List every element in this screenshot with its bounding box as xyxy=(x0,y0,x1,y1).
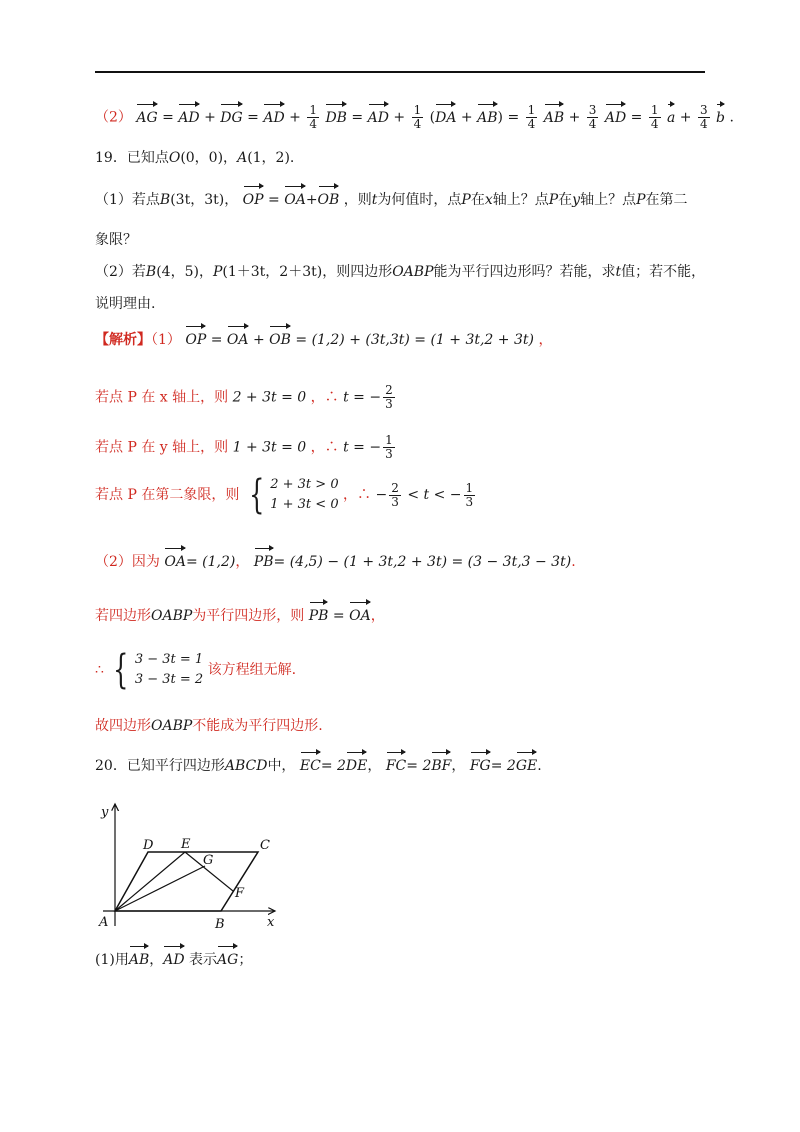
vec-AD: AD xyxy=(178,109,200,126)
frac-3-4-a: $\frac{3}{4}$ xyxy=(588,103,597,131)
label-y-axis: y xyxy=(101,805,109,820)
frac-3-4-b: $\frac{3}{4}$ xyxy=(699,103,708,131)
vec-AG: AG xyxy=(136,109,158,126)
q19-part1-cont: 象限？ xyxy=(95,232,137,248)
prev-part2-line: （2） AG = AD + DG = AD + $\frac{1}{4}$ DB = AD + $\frac{1}{4}$ (DA + AB) = $\frac{1}{4}$ AB + $\frac{3}{4}$ AD = $\frac{1}{4}$ a + $\frac{3}{4}$ b . xyxy=(95,103,734,131)
sol19-conclusion: 故四边形OABP不能成为平行四边形. xyxy=(95,718,323,734)
sol19-system: ∴ { 3 − 3t = 1 3 − 3t = 2 该方程组无解. xyxy=(95,647,297,693)
label-E: E xyxy=(181,837,191,852)
q19-part2-cont: 说明理由. xyxy=(95,296,156,312)
vec-OP: OP xyxy=(242,192,264,208)
header-rule xyxy=(95,71,705,73)
vec-OB: OB xyxy=(317,192,340,208)
sol19-y-axis: 若点 P 在 y 轴上，则 1 + 3t = 0 ，∴ t = − $\frac{1}{3}$ xyxy=(95,433,393,461)
vec-DA: DA xyxy=(435,109,457,126)
vec-AD-2: AD xyxy=(263,109,285,126)
frac-1-4-b: $\frac{1}{4}$ xyxy=(413,103,422,131)
label-A: A xyxy=(99,915,109,930)
frac-1-4-d: $\frac{1}{4}$ xyxy=(650,103,659,131)
label-F: F xyxy=(235,886,245,901)
q20-title: 20．已知平行四边形ABCD中， EC= 2DE， FC= 2BF， FG= 2GE. xyxy=(95,758,542,774)
parallelogram-figure xyxy=(95,798,295,938)
sol19-quadrant2: 若点 P 在第二象限，则 { 2 + 3t > 0 1 + 3t < 0 ，∴ − $\frac{2}{3}$ < t < − $\frac{1}{3}$ xyxy=(95,472,474,518)
vec-AD-3: AD xyxy=(367,109,389,126)
frac-1-4-a: $\frac{1}{4}$ xyxy=(309,103,317,131)
vec-a: a xyxy=(666,109,676,126)
label-x-axis: x xyxy=(267,915,275,930)
sol19-if-parallelogram: 若四边形OABP为平行四边形，则 PB = OA， xyxy=(95,608,385,624)
q19-title: 19．已知点O(0，0)，A(1，2). xyxy=(95,150,295,166)
q19-part2: （2）若B(4，5)，P(1＋3t，2＋3t)，则四边形OABP能为平行四边形吗？若能，求t值；若不能， xyxy=(95,264,706,280)
label-B: B xyxy=(215,917,225,932)
vec-AB-2: AB xyxy=(543,109,565,126)
vec-b: b xyxy=(716,109,726,126)
frac-1-4-c: $\frac{1}{4}$ xyxy=(527,103,536,131)
q19-part1: （1）若点B(3t，3t)， OP = OA+OB ，则t为何值时，点P在x轴上？点P在y轴上？点P在第二 xyxy=(95,192,688,208)
label-C: C xyxy=(260,838,270,853)
vec-AD-4: AD xyxy=(604,109,627,126)
label-D: D xyxy=(143,838,154,853)
label-G: G xyxy=(203,853,214,868)
prev-part2-label: （2） xyxy=(95,109,132,126)
vec-DG: DG xyxy=(220,109,243,126)
vec-OA: OA xyxy=(284,192,306,208)
sol19-part1: 【解析】（1） OP = OA + OB = (1,2) + (3t,3t) = (1 + 3t,2 + 3t) ， xyxy=(95,332,553,348)
vec-DB: DB xyxy=(325,109,347,126)
q20-part1: (1)用AB，AD 表示AG； xyxy=(95,952,253,968)
sol19-part2: （2）因为 OA= (1,2)， PB= (4,5) − (1 + 3t,2 + 3t) = (3 − 3t,3 − 3t). xyxy=(95,554,576,570)
parallelogram-ABCD xyxy=(115,852,258,911)
sol19-x-axis: 若点 P 在 x 轴上，则 2 + 3t = 0 ，∴ t = − $\frac{2}{3}$ xyxy=(95,383,393,411)
vec-AB: AB xyxy=(477,109,498,126)
